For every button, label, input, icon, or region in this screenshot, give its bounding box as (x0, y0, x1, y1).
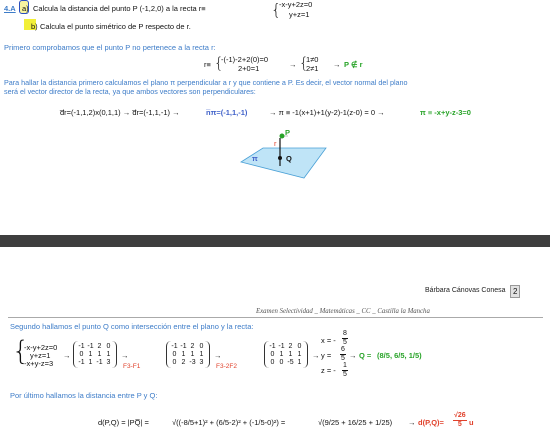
m3-cell: 1 (297, 351, 302, 358)
sol-x-den: 5 (343, 339, 347, 346)
matrix-3 (268, 343, 304, 366)
vec-normal: n̅π=(-1,1,-1) (206, 108, 248, 117)
m1-cell: 1 (97, 351, 102, 358)
m3-cell: 0 (270, 351, 275, 358)
check-brace-2: { (299, 54, 309, 72)
vec-calc: d̅r=(-1,1,2)x(0,1,1) → d̅r=(-1,1,-1) → (60, 108, 180, 117)
m2-cell: 0 (172, 351, 177, 358)
matrix-1 (77, 343, 113, 366)
m1-cell: -1 (78, 343, 85, 350)
plane-text-2: será el vector director de la recta, ya que ambos vectores son perpendiculares: (4, 87, 256, 96)
m2-cell: 1 (181, 351, 186, 358)
q-z: 1/5 (408, 351, 420, 360)
m1-cell: -1 (78, 359, 85, 366)
matrix-2 (170, 343, 206, 366)
m2-cell: 2 (181, 359, 186, 366)
check-b1: 1≠0 (306, 55, 319, 64)
d-mid: √(9/25 + 16/25 + 1/25) (318, 418, 393, 427)
sol-z-label: z = - (321, 366, 336, 375)
page-separator (0, 235, 550, 247)
sol-x-label: x = - (321, 336, 336, 345)
check-brace-1: { (214, 54, 224, 72)
m3-cell: -1 (278, 343, 285, 350)
line-eq-1: -x-y+2z=0 (279, 0, 313, 9)
m3-cell: 1 (279, 351, 284, 358)
m2-cell: -1 (180, 343, 187, 350)
m1-cell: 0 (106, 343, 111, 350)
m2-cell: 2 (190, 343, 195, 350)
fig-label-p: P (285, 128, 291, 137)
check-text: Primero comprobamos que el punto P no pertenece a la recta r: (4, 43, 216, 52)
arrow-d: → (408, 418, 416, 427)
arrow-q: → (349, 351, 357, 360)
m1-cell: 0 (79, 351, 84, 358)
m3-cell: 0 (279, 359, 284, 366)
plane-shape (241, 148, 326, 178)
sol-x-num: 8 (343, 330, 347, 337)
part-a-text: Calcula la distancia del punto P (-1,2,0) a la recta r≡ (33, 4, 206, 13)
part-a-label: a) (22, 4, 29, 13)
m2-cell: -3 (189, 359, 196, 366)
page-number: 2 (510, 285, 520, 298)
sys-eq-3: -x+y-z=3 (24, 359, 54, 368)
m3-cell: -1 (269, 343, 276, 350)
d-unit: u (469, 418, 474, 427)
page-header: Examen Selectividad _ Matemáticas _ CC _ Castilla la Mancha (256, 308, 430, 315)
arrow-m1: → (121, 351, 129, 360)
check-a2: 2+0=1 (238, 64, 260, 73)
point-p-dot (280, 134, 285, 139)
d-result-num: √26 (454, 412, 466, 419)
row-op-2: F3-2F2 (216, 363, 237, 370)
d-result-den: 5 (457, 421, 462, 428)
check-arrow-2: → (333, 60, 341, 69)
line-eq-2: y+z=1 (289, 10, 310, 19)
fig-label-pi: π (252, 154, 258, 163)
check-b2: 2≠1 (306, 64, 319, 73)
fig-label-r: r (274, 139, 277, 148)
m3-cell: 1 (288, 351, 293, 358)
m1-cell: 1 (88, 351, 93, 358)
m1-cell: -1 (96, 359, 103, 366)
check-a1: -(-1)-2+2(0)=0 (221, 55, 269, 64)
m1-cell: 1 (106, 351, 111, 358)
sol-x-frac (342, 330, 348, 347)
d-result-frac (453, 412, 467, 429)
m2-cell: 1 (199, 351, 204, 358)
m1-cell: 3 (106, 359, 111, 366)
arrow-m3: → (312, 351, 320, 360)
plane-text-1: Para hallar la distancia primero calculamos el plano π perpendicular a r y que contiene a P. Es decir, el vector normal del plano (4, 78, 408, 87)
m3-cell: 1 (297, 359, 302, 366)
q-result-coords: (8/5, 6/5, 1/5) (377, 351, 422, 360)
d-radicand: √((-8/5+1)² + (6/5-2)² + (-1/5-0)²) = (172, 418, 286, 427)
m2-cell: 0 (199, 343, 204, 350)
line-brace: { (271, 0, 282, 19)
m3-cell: -5 (287, 359, 294, 366)
sys-eq-1: -x-y+2z=0 (24, 343, 58, 352)
m2-cell: 3 (199, 359, 204, 366)
arrow-m2: → (214, 351, 222, 360)
part-b-label: b) (31, 22, 38, 31)
m1-cell: 1 (88, 359, 93, 366)
vec-plane: → π ≡ -1(x+1)+1(y-2)-1(z-0) = 0 → (269, 108, 385, 117)
m3-cell: 0 (270, 359, 275, 366)
sol-y-label: y = (321, 351, 332, 360)
check-result: P ∉ r (344, 60, 363, 69)
q-y: 6/5 (394, 351, 405, 360)
d-result-label: d(P,Q)= (418, 418, 444, 427)
m1-cell: 2 (97, 343, 102, 350)
fig-label-q: Q (286, 154, 292, 163)
q-x: 8/5 (379, 351, 390, 360)
sol-y-num: 6 (341, 346, 345, 353)
arrow-sys: → (63, 351, 71, 360)
point-q-dot (278, 156, 282, 160)
m2-cell: -1 (171, 343, 178, 350)
header-rule (8, 317, 543, 318)
author-name: Bárbara Cánovas Conesa (425, 287, 506, 294)
d-lhs: d(P,Q) = |PQ̅| = (98, 418, 149, 427)
m3-cell: 0 (297, 343, 302, 350)
plane-result: π ≡ -x+y-z-3=0 (420, 108, 471, 117)
check-lhs: r≡ (204, 60, 211, 69)
sol-y-den: 5 (341, 355, 345, 362)
m3-cell: 2 (288, 343, 293, 350)
sys-brace: { (12, 336, 30, 367)
m2-cell: 1 (190, 351, 195, 358)
sol-z-frac (342, 362, 348, 379)
m1-cell: -1 (87, 343, 94, 350)
m2-cell: 0 (172, 359, 177, 366)
part-b-text: Calcula el punto simétrico de P respecto de r. (40, 22, 191, 31)
q-text: Segundo hallamos el punto Q como intersección entre el plano y la recta: (10, 322, 254, 331)
d-text: Por último hallamos la distancia entre P y Q: (10, 391, 158, 400)
row-op-1: F3-F1 (123, 363, 141, 370)
q-result-label: Q = (359, 351, 372, 360)
check-arrow-1: → (289, 60, 297, 69)
sol-z-num: 1 (343, 362, 347, 369)
sys-eq-2: y+z=1 (30, 351, 51, 360)
problem-number: 4.A (4, 4, 16, 13)
sol-z-den: 5 (343, 371, 347, 378)
sol-y-frac (340, 346, 346, 363)
